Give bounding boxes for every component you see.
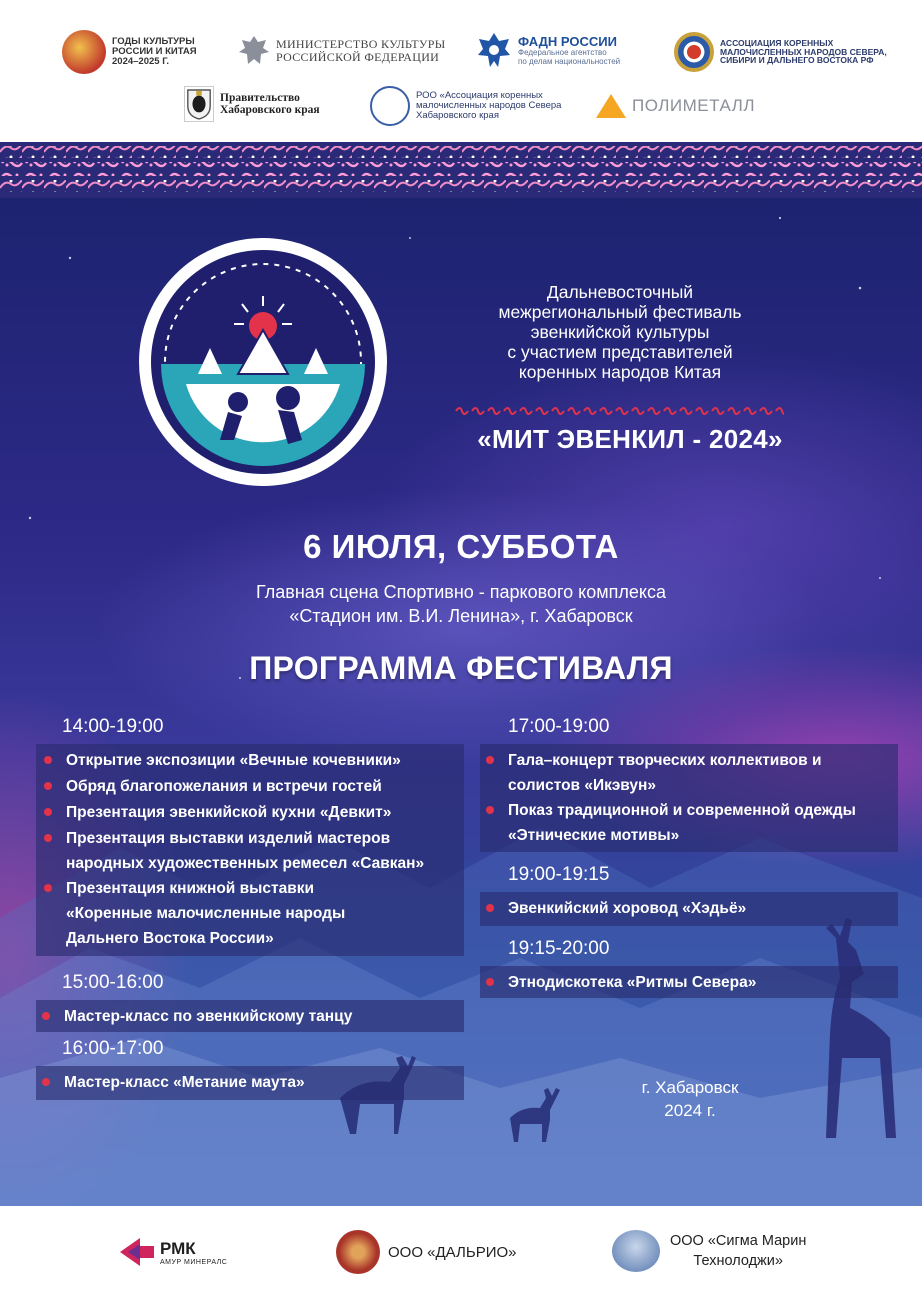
festival-date: 6 ИЮЛЯ, СУББОТА	[303, 528, 619, 565]
sigma-marine-text: ООО «Сигма Марин Технолоджи»	[670, 1233, 807, 1269]
bullet-icon	[486, 978, 494, 986]
fadn-subtitle: Федеральное агентство по делам национальностей	[518, 47, 621, 66]
roo-association-emblem-icon	[370, 86, 410, 126]
program-item: Гала–концерт творческих коллективов и солистов «Икэвун»	[480, 748, 821, 798]
ministry-of-culture-text: МИНИСТЕРСТВО КУЛЬТУРЫ РОССИЙСКОЙ ФЕДЕРАЦИИ	[276, 37, 446, 64]
festival-emblem	[138, 234, 388, 490]
slot-time-19-1915: 19:00-19:15	[508, 864, 610, 885]
program-item: Этнодискотека «Ритмы Севера»	[480, 970, 756, 995]
rmk-subtitle: АМУР МИНЕРАЛС	[160, 1258, 228, 1266]
bullet-icon	[486, 806, 494, 814]
khabarovsk-government-logo	[184, 86, 320, 122]
fadn-eagle-icon	[476, 30, 512, 70]
roo-association-text: РОО «Ассоциация коренных малочисленных народов Севера Хабаровского края	[416, 90, 562, 121]
dalrio-emblem-icon	[336, 1230, 380, 1274]
slot-time-16-17: 16:00-17:00	[62, 1038, 164, 1059]
program-item: Мастер-класс «Метание маута»	[36, 1070, 305, 1095]
polymetal-logo	[596, 94, 755, 118]
festival-hero	[0, 198, 922, 1206]
rmk-logo	[118, 1234, 227, 1270]
program-title: ПРОГРАММА ФЕСТИВАЛЯ	[249, 650, 673, 686]
program-item: Обряд благопожелания и встречи гостей	[38, 774, 382, 799]
double-eagle-icon	[236, 32, 272, 70]
place-and-year: г. Хабаровск 2024 г.	[641, 1078, 739, 1120]
rmk-arrow-icon	[118, 1234, 156, 1270]
bullet-icon	[486, 904, 494, 912]
program-item: Презентация эвенкийской кухни «Девкит»	[38, 800, 391, 825]
years-of-culture-logo	[62, 30, 197, 74]
polymetal-text: ПОЛИМЕТАЛЛ	[632, 96, 755, 116]
dalrio-logo	[336, 1230, 517, 1274]
khabarovsk-coat-of-arms-icon	[184, 86, 214, 122]
ornament-band	[0, 142, 922, 198]
years-of-culture-text: ГОДЫ КУЛЬТУРЫ РОССИИ И КИТАЯ 2024–2025 Г.	[112, 36, 197, 67]
sponsor-logos-footer	[0, 1206, 922, 1302]
slot-time-15-16: 15:00-16:00	[62, 972, 164, 993]
khabarovsk-government-text: Правительство Хабаровского края	[220, 91, 320, 116]
association-raipon-logo	[674, 32, 887, 72]
bullet-icon	[44, 884, 52, 892]
polymetal-triangle-icon	[596, 94, 626, 118]
years-of-culture-emblem-icon	[62, 30, 106, 74]
program-item: Презентация выставки изделий мастеров народных художественных ремесел «Савкан»	[38, 826, 424, 876]
ministry-of-culture-logo	[236, 32, 445, 70]
program-item: Презентация книжной выставки «Коренные малочисленные народы Дальнего Востока России»	[38, 876, 345, 951]
dalrio-text: ООО «ДАЛЬРИО»	[388, 1243, 517, 1261]
title-ornament-divider	[454, 404, 784, 418]
roo-association-logo	[370, 86, 561, 126]
fadn-logo	[476, 30, 620, 70]
slot-time-14-19: 14:00-19:00	[62, 716, 164, 737]
bullet-icon	[42, 1012, 50, 1020]
bullet-icon	[42, 1078, 50, 1086]
partner-logos-top	[0, 0, 922, 142]
slot-time-17-19: 17:00-19:00	[508, 716, 610, 737]
festival-title: «МИТ ЭВЕНКИЛ - 2024»	[477, 424, 783, 454]
bullet-icon	[44, 834, 52, 842]
bullet-icon	[486, 756, 494, 764]
fadn-title: ФАДН РОССИИ	[518, 33, 617, 49]
program-item: Открытие экспозиции «Вечные кочевники»	[38, 748, 401, 773]
bullet-icon	[44, 808, 52, 816]
program-item: Показ традиционной и современной одежды «Этнические мотивы»	[480, 798, 856, 848]
program-item: Эвенкийский хоровод «Хэдьё»	[480, 896, 746, 921]
association-emblem-icon	[674, 32, 714, 72]
bullet-icon	[44, 782, 52, 790]
sigma-marine-emblem-icon	[612, 1230, 660, 1272]
festival-venue: Главная сцена Спортивно - паркового комплекса «Стадион им. В.И. Ленина», г. Хабаровск	[256, 582, 666, 626]
association-text: АССОЦИАЦИЯ КОРЕННЫХ МАЛОЧИСЛЕННЫХ НАРОДОВ СЕВЕРА, СИБИРИ И ДАЛЬНЕГО ВОСТОКА РФ	[720, 37, 887, 66]
rmk-name: РМК	[160, 1238, 196, 1258]
program-item: Мастер-класс по эвенкийскому танцу	[36, 1004, 352, 1029]
festival-subtitle: Дальневосточный межрегиональный фестиваль эвенкийской культуры с участием представителей коренных народов Китая	[498, 282, 742, 382]
slot-time-1915-20: 19:15-20:00	[508, 938, 610, 959]
bullet-icon	[44, 756, 52, 764]
ornament-pattern	[0, 142, 922, 198]
sigma-marine-logo	[612, 1230, 806, 1272]
